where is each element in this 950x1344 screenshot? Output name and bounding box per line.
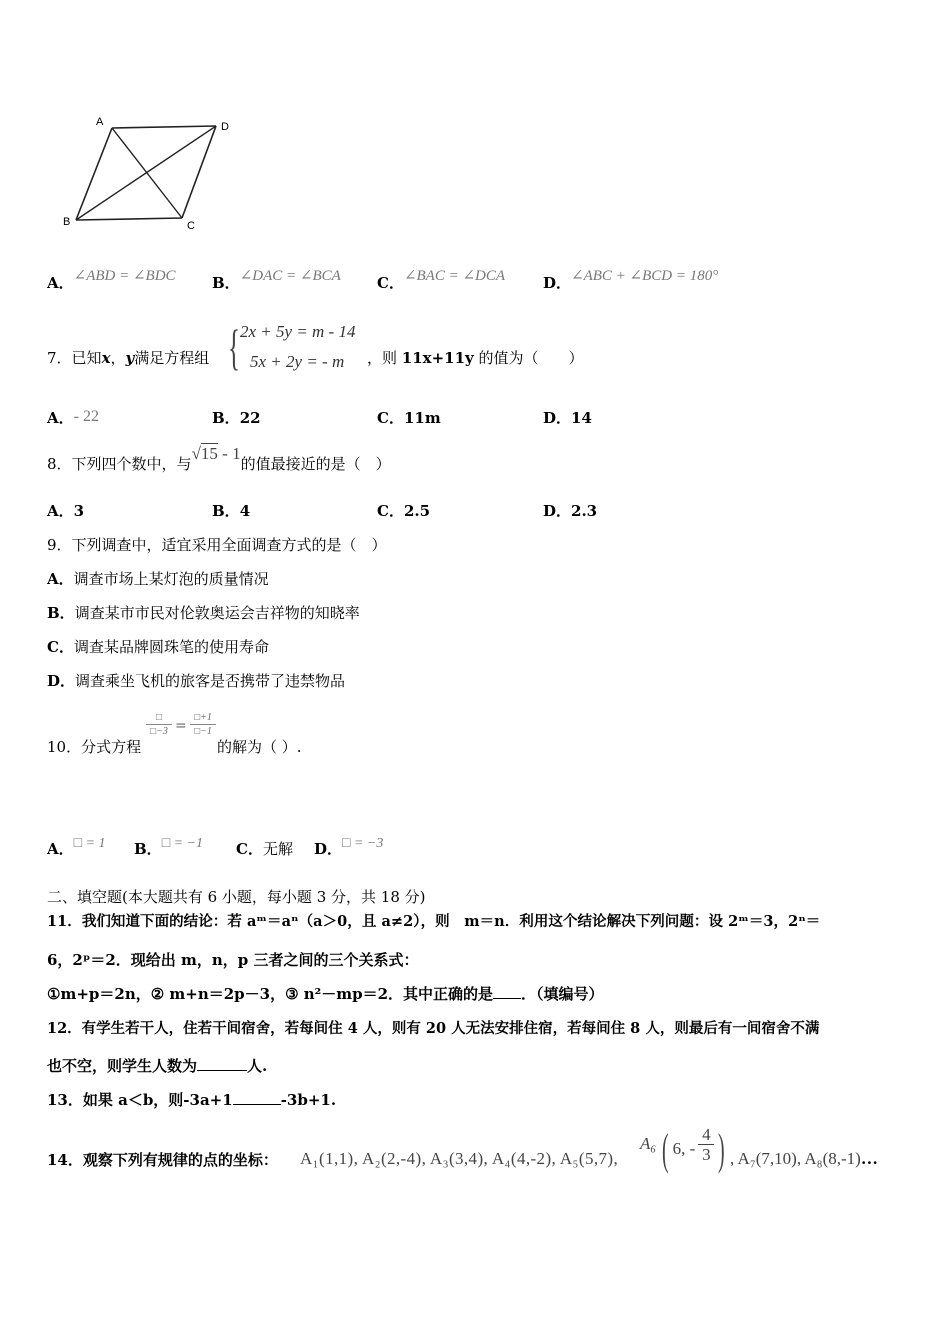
fraction-denominator: □−3 [150,726,168,737]
q8-after-root: - 1 [217,444,241,463]
option-value: 11m [403,409,441,427]
option-text: 调查乘坐飞机的旅客是否携带了违禁物品 [75,672,346,690]
fraction-bar [190,724,216,725]
option-value: □ = −3 [342,836,384,851]
q8-suffix: 的值最接近的是（ ） [240,455,391,473]
vertex-label-c: C [187,220,195,232]
option-value: 3 [73,502,85,520]
q14-ellipsis: … [860,1149,878,1168]
q13-suffix: -3b+1. [280,1091,337,1109]
q6-option-c[interactable] [377,268,506,294]
option-label: C． [377,502,404,520]
q8-option-a[interactable] [47,501,84,521]
q11-line-3-suffix: ．（填编号） [521,985,604,1003]
q9-stem: 9．下列调查中，适宜采用全面调查方式的是（ ） [47,536,387,554]
q14-points-a: A₁(1,1), A₂(2,-4), A₃(3,4), A₄(4,-2), A₅(5,7), [300,1149,619,1168]
q7-number: 7． [47,349,72,367]
option-label: B． [212,502,240,520]
option-expr: ∠BAC = ∠DCA [403,268,506,284]
option-label: B． [212,409,240,427]
q14-a6-x: 6, - [672,1139,696,1158]
q7-option-d[interactable] [543,408,592,428]
edge-bc [76,218,182,220]
option-value: 2.3 [571,502,598,520]
parallelogram-figure [60,112,240,237]
q10-fraction-1 [146,712,172,737]
q10-equals: = [175,718,187,734]
q7-option-c[interactable] [377,408,441,428]
q6-option-a[interactable] [47,268,176,294]
q10-option-a[interactable] [47,836,106,861]
option-text: 调查某品牌圆珠笔的使用寿命 [73,638,269,656]
q7-equation-2: 5x + 2y = - m [250,352,345,371]
q7-expr: 11x+11y [401,349,474,367]
q10-stem-suffix: 的解为（ ）. [217,738,302,756]
diagonal-bd [76,126,216,220]
q7-var-y: y [125,349,135,367]
q9-option-d[interactable] [47,671,345,691]
fraction-numerator: 4 [702,1125,711,1144]
q7-suffix-a: ，则 [367,349,402,367]
option-text: 调查某市市民对伦敦奥运会吉祥物的知晓率 [74,604,360,622]
edge-ab [76,128,112,220]
option-label: B． [47,604,75,622]
option-label: D． [314,840,343,858]
q14-points-b-text: , A₇(7,10), A₈(8,-1) [730,1149,861,1168]
option-expr: ∠ABC + ∠BCD = 180° [571,268,719,284]
q8-option-b[interactable] [212,501,250,521]
q8-radicand: 15 [200,444,218,463]
q10-option-d[interactable] [314,836,384,861]
option-label: C． [377,274,404,292]
q8-sqrt-expr [192,444,241,464]
q8-number: 8． [47,455,72,473]
vertex-label-b: B [63,216,71,228]
fraction-numerator: □+1 [194,712,212,723]
edge-ad [112,126,216,128]
option-value: 2.5 [403,502,431,520]
option-value: 无解 [262,840,293,858]
option-value: 14 [571,409,592,427]
q14-points-b [730,1149,878,1169]
q7-stem-suffix [367,348,584,368]
option-value: 4 [239,502,251,520]
q8-stem [47,444,391,474]
option-value: - 22 [73,408,99,425]
option-label: A． [47,409,74,427]
q9-option-a[interactable] [47,569,269,589]
q7-var-x: x [101,349,111,367]
option-label: C． [377,409,404,427]
paren-right-icon: ) [718,1125,725,1174]
q10-number: 10． [47,738,82,756]
q14-prefix: 14．观察下列有规律的点的坐标： [47,1151,278,1169]
q10-stem-prefix [47,737,141,757]
q7-option-a[interactable] [47,408,99,429]
option-label: D． [543,502,572,520]
q6-option-b[interactable] [212,268,341,294]
vertex-label-d: D [221,121,229,133]
q12-line-1: 12．有学生若干人，住若干间宿舍，若每间住 4 人，则有 20 人无法安排住宿，若每间住 8 人，则最后有一间宿舍不满 [47,1020,820,1037]
q7-prefix: 已知 [71,349,102,367]
option-value: 22 [239,409,261,427]
option-expr: ∠DAC = ∠BCA [239,268,341,284]
q13-answer-blank[interactable] [233,1104,281,1105]
q13-stem [47,1090,336,1110]
q6-option-d[interactable] [543,268,719,294]
q7-sep: ， [110,349,126,367]
option-label: B． [212,274,240,292]
q7-mid: 满足方程组 [134,349,210,367]
option-label: C． [236,840,263,858]
option-label: A． [47,840,74,858]
option-label: A． [47,570,74,588]
q14-a6-head: A₆ [640,1134,657,1153]
fraction-bar [146,724,172,725]
q11-line-2: 6，2ᵖ＝2．现给出 m，n，p 三者之间的三个关系式： [47,951,419,969]
q10-option-c[interactable] [236,839,293,859]
q10-fraction-2 [190,712,216,737]
paren-left-icon: ( [662,1125,669,1174]
q7-equation-1: 2x + 5y = m - 14 [240,322,356,341]
q7-stem [47,348,209,368]
sqrt-icon: √ [191,444,201,463]
q7-suffix-b: 的值为（ ） [473,349,584,367]
option-label: D． [543,274,572,292]
q14-a6-coord [658,1125,729,1175]
q7-system-brace: { [228,319,240,375]
q9-option-c[interactable] [47,637,269,657]
option-label: B． [134,840,162,858]
q8-option-d[interactable] [543,501,597,521]
section-title: 二、填空题(本大题共有 6 小题，每小题 3 分，共 18 分) [47,888,426,906]
q12-line-2 [47,1056,267,1076]
q10-option-b[interactable] [134,836,204,861]
option-value: □ = −1 [161,836,204,851]
fraction-denominator: □−1 [194,726,212,737]
option-label: A． [47,502,74,520]
q10-prefix: 分式方程 [81,738,142,756]
vertex-label-a: A [96,116,104,128]
q7-option-b[interactable] [212,408,261,428]
option-label: D． [47,672,76,690]
fraction-numerator: □ [155,712,163,723]
fraction-denominator: 3 [702,1145,711,1164]
option-expr: ∠ABD = ∠BDC [73,268,176,284]
option-label: C． [47,638,74,656]
q14-a6-fraction [698,1125,714,1164]
q11-line-1: 11．我们知道下面的结论：若 aᵐ＝aⁿ（a＞0，且 a≠2），则 m＝n．利用这个结论解决下列问题：设 2ᵐ＝3，2ⁿ＝ [47,913,821,930]
q12-answer-blank[interactable] [197,1070,247,1071]
q9-option-b[interactable] [47,603,360,623]
q12-line-2-text: 也不空，则学生人数为 [47,1057,198,1075]
q12-line-2-suffix: 人. [247,1057,268,1075]
option-text: 调查市场上某灯泡的质量情况 [73,570,269,588]
edge-dc [182,126,216,218]
option-value: □ = 1 [73,836,106,851]
q8-prefix: 下列四个数中，与 [71,455,192,473]
q11-answer-blank[interactable] [493,998,521,999]
option-label: D． [543,409,572,427]
q11-line-3-text: ①m+p＝2n，② m+n＝2p－3，③ n²－mp＝2．其中正确的是 [47,985,494,1003]
option-label: A． [47,274,74,292]
q11-line-3 [47,984,604,1004]
q8-option-c[interactable] [377,501,430,521]
q13-prefix: 13．如果 a＜b，则-3a+1 [47,1091,233,1109]
